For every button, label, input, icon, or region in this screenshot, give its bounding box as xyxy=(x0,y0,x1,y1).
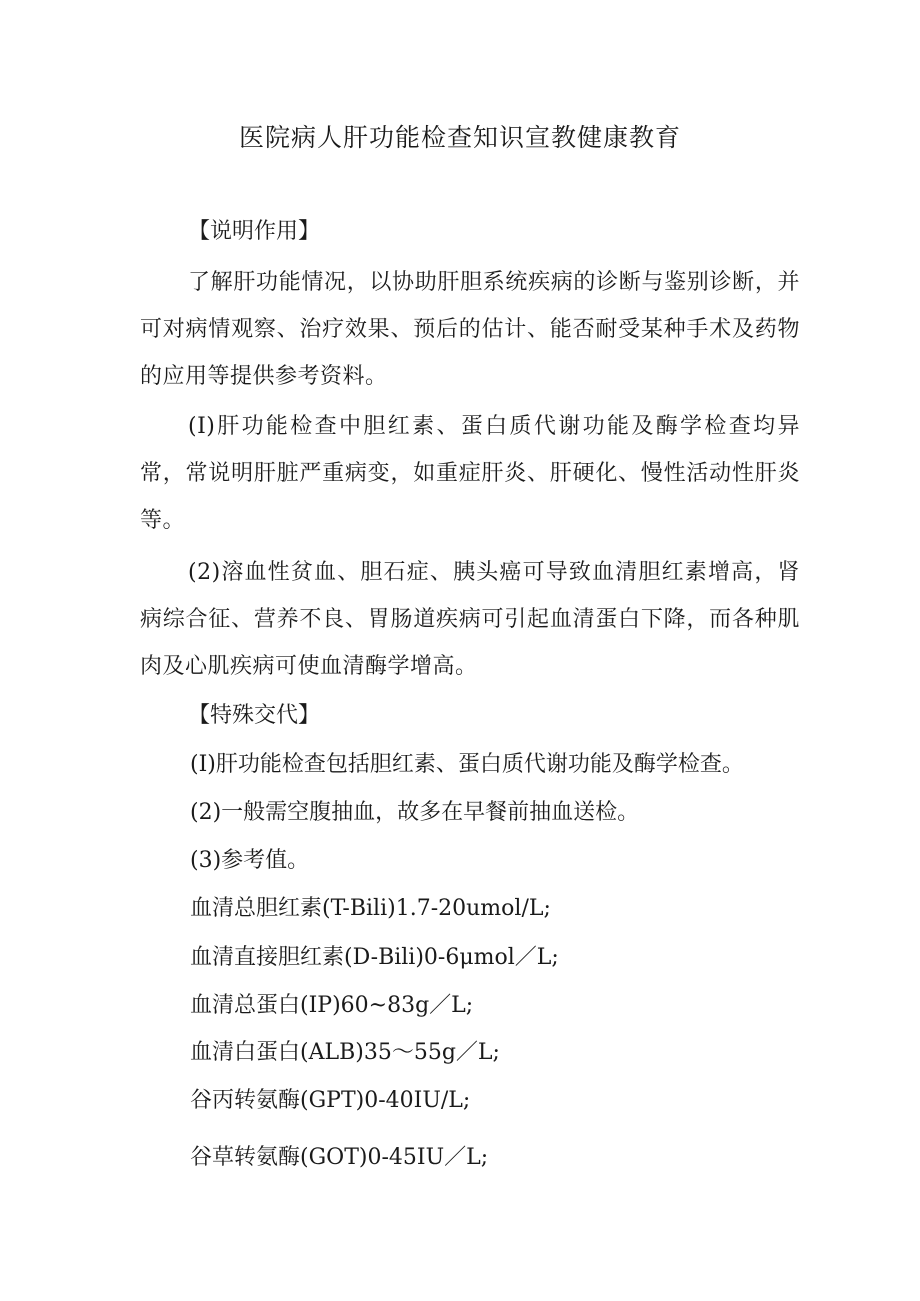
note-item: (3)参考值。 xyxy=(190,848,310,873)
reference-value-item: 谷丙转氨酶(GPT)0-40IU/L; xyxy=(190,1088,471,1113)
paragraph-related-diseases: (2)溶血性贫血、胆石症、胰头癌可导致血清胆红素增高，肾病综合征、营养不良、胃肠道疾病可引起血清蛋白下降，而各种肌肉及心肌疾病可使血清酶学增高。 xyxy=(140,560,800,679)
paragraph-abnormal-results: (I)肝功能检查中胆红素、蛋白质代谢功能及酶学检查均异常，常说明肝脏严重病变，如重症肝炎、肝硬化、慢性活动性肝炎等。 xyxy=(140,414,800,533)
section-heading-description: 【说明作用】 xyxy=(188,219,321,244)
document-title: 医院病人肝功能检查知识宣教健康教育 xyxy=(238,123,681,152)
reference-value-item: 血清白蛋白(ALB)35～55g／L; xyxy=(190,1040,500,1065)
reference-value-item: 血清总胆红素(T-Bili)1.7-20umol/L; xyxy=(190,896,551,921)
section-heading-special-notes: 【特殊交代】 xyxy=(188,703,321,728)
reference-value-item: 谷草转氨酶(GOT)0-45IU／L; xyxy=(190,1145,489,1170)
note-item: (I)肝功能检查包括胆红素、蛋白质代谢功能及酶学检查。 xyxy=(190,752,744,777)
reference-value-item: 血清直接胆红素(D-Bili)0-6μmol／L; xyxy=(190,945,559,970)
paragraph-purpose: 了解肝功能情况，以协助肝胆系统疾病的诊断与鉴别诊断，并可对病情观察、治疗效果、预后的估计、能否耐受某种手术及药物的应用等提供参考资料。 xyxy=(140,270,800,389)
note-item: (2)一般需空腹抽血，故多在早餐前抽血送检。 xyxy=(190,800,640,825)
reference-value-item: 血清总蛋白(IP)60~83g／L; xyxy=(190,993,474,1018)
